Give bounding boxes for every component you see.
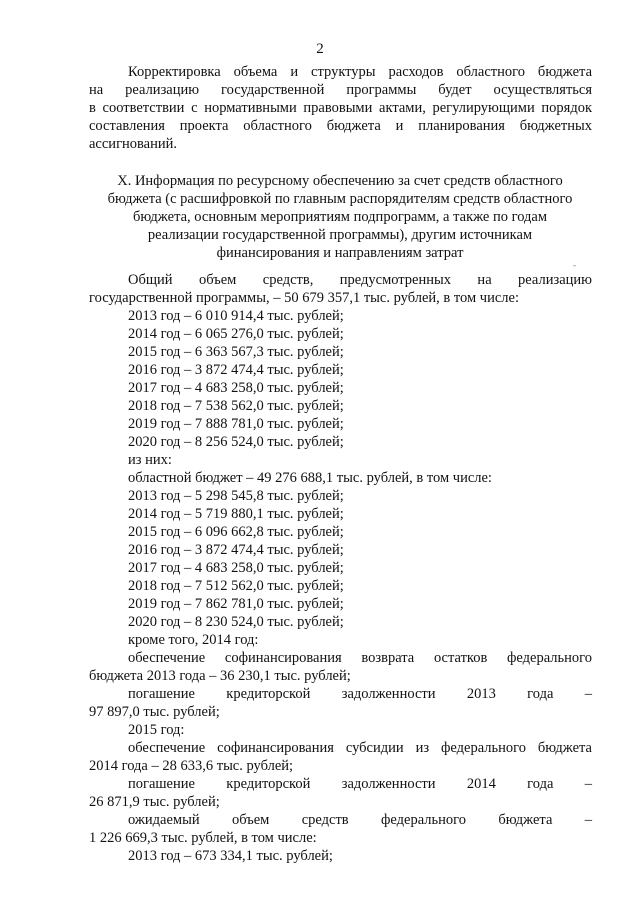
section-heading-line-4: реализации государственной программы), другим источникам: [147, 227, 533, 243]
regional-year-2017: 2017 год – 4 683 258,0 тыс. рублей;: [128, 560, 344, 576]
federal-year-2013: 2013 год – 673 334,1 тыс. рублей;: [128, 848, 333, 864]
total-intro-line-1: Общий объем средств, предусмотренных на реализацию: [128, 272, 592, 288]
total-year-2020: 2020 год – 8 256 524,0 тыс. рублей;: [128, 434, 344, 450]
debt-2013-line-2: 97 897,0 тыс. рублей;: [89, 704, 220, 720]
regional-year-2018: 2018 год – 7 512 562,0 тыс. рублей;: [128, 578, 344, 594]
regional-year-2015: 2015 год – 6 096 662,8 тыс. рублей;: [128, 524, 344, 540]
section-heading-line-3: бюджета, основным мероприятиям подпрограмм, а также по годам: [132, 209, 548, 225]
total-year-2013: 2013 год – 6 010 914,4 тыс. рублей;: [128, 308, 344, 324]
total-year-2017: 2017 год – 4 683 258,0 тыс. рублей;: [128, 380, 344, 396]
total-year-2019: 2019 год – 7 888 781,0 тыс. рублей;: [128, 416, 344, 432]
debt-2013-line-1: погашение кредиторской задолженности 2013 года –: [128, 686, 592, 702]
cofin-subsidy-line-1: обеспечение софинансирования субсидии из федерального бюджета: [128, 740, 592, 756]
federal-expected-line-2: 1 226 669,3 тыс. рублей, в том числе:: [89, 830, 317, 846]
regional-year-2013: 2013 год – 5 298 545,8 тыс. рублей;: [128, 488, 344, 504]
besides-2014-label: кроме того, 2014 год:: [128, 632, 259, 648]
debt-2014-line-1: погашение кредиторской задолженности 2014 года –: [128, 776, 592, 792]
total-year-2018: 2018 год – 7 538 562,0 тыс. рублей;: [128, 398, 344, 414]
total-intro-line-2: государственной программы, – 50 679 357,1 тыс. рублей, в том числе:: [89, 290, 519, 306]
intro-line-4: составления проекта областного бюджета и планирования бюджетных: [89, 118, 592, 134]
year-2015-label: 2015 год:: [128, 722, 185, 738]
intro-line-5: ассигнований.: [89, 136, 178, 152]
regional-year-2014: 2014 год – 5 719 880,1 тыс. рублей;: [128, 506, 344, 522]
debt-2014-line-2: 26 871,9 тыс. рублей;: [89, 794, 220, 810]
scan-mark: -: [573, 260, 576, 270]
federal-expected-line-1: ожидаемый объем средств федерального бюджета –: [128, 812, 592, 828]
cofin-return-line-1: обеспечение софинансирования возврата остатков федерального: [128, 650, 592, 666]
cofin-return-line-2: бюджета 2013 года – 36 230,1 тыс. рублей;: [89, 668, 351, 684]
total-year-2016: 2016 год – 3 872 474,4 тыс. рублей;: [128, 362, 344, 378]
section-heading-line-2: бюджета (с расшифровкой по главным распорядителям средств областного: [107, 191, 573, 207]
section-heading-line-5: финансирования и направлениям затрат: [216, 245, 464, 261]
page-number: 2: [316, 41, 324, 57]
total-year-2015: 2015 год – 6 363 567,3 тыс. рублей;: [128, 344, 344, 360]
regional-year-2016: 2016 год – 3 872 474,4 тыс. рублей;: [128, 542, 344, 558]
cofin-subsidy-line-2: 2014 года – 28 633,6 тыс. рублей;: [89, 758, 294, 774]
section-heading-line-1: X. Информация по ресурсному обеспечению за счет средств областного: [117, 173, 563, 189]
intro-line-1: Корректировка объема и структуры расходов областного бюджета: [128, 64, 592, 80]
of-them-label: из них:: [128, 452, 172, 468]
regional-year-2019: 2019 год – 7 862 781,0 тыс. рублей;: [128, 596, 344, 612]
regional-year-2020: 2020 год – 8 230 524,0 тыс. рублей;: [128, 614, 344, 630]
intro-line-2: на реализацию государственной программы будет осуществляться: [89, 82, 592, 98]
intro-line-3: в соответствии с нормативными правовыми актами, регулирующими порядок: [89, 100, 592, 116]
regional-budget-intro: областной бюджет – 49 276 688,1 тыс. рублей, в том числе:: [128, 470, 492, 486]
total-year-2014: 2014 год – 6 065 276,0 тыс. рублей;: [128, 326, 344, 342]
